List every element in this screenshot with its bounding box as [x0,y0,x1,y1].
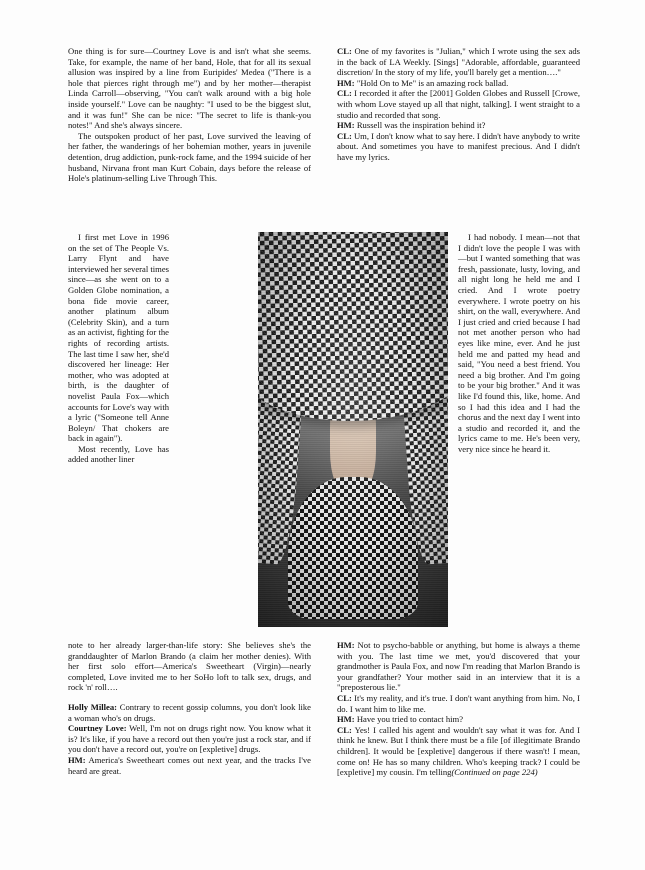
speaker-label: HM: [337,77,355,88]
article-photo [258,232,448,627]
interview-exchange [337,88,580,120]
speaker-text: Have you tried to contact him? [354,714,464,725]
interview-exchange [337,640,580,693]
right-wrap-column [458,232,580,454]
photo-houndstooth-canopy [258,232,448,425]
interview-exchange [337,78,580,89]
interview-exchange [337,131,580,163]
paragraph: I had nobody. I mean—not that I didn't love the people I was with—but I wanted something that was fresh, passionate, lusty, loving, and all night long he held me and I cried. And I wrote poetry everywhere. I wrote poetry on his shirt, on the wall, everywhere. And I just cried and cried because I had not met another person who had eyes like mine, ever. And he just held me and patted my head and said, "You need a best friend. You need a big brother. And I'm going to be your big brother." And it was like I'd found this, like, home. And so I had this idea and I had the chorus and the next day I went into a studio and recorded it, and the lyrics came to me. He's been very, very nice since he heard it. [458,232,580,454]
paragraph: Most recently, Love has added another liner [68,443,169,465]
top-columns [68,46,580,232]
interview-exchange [68,755,311,776]
left-column-bottom [68,640,311,776]
speaker-text: It's my reality, and it's true. I don't want anything from him. No, I do. I want him to like me. [337,692,580,714]
speaker-text: Yes! I called his agent and wouldn't say what it was for. And I think he knew. But I think there must be a file [of illegitimate Brando children]. It would be [expletive] dangerous if there wasn't! I mean, come on! He has so many children. Who's keeping track? I could be [expletive] my cousin. I'm telling [337,724,580,778]
speaker-text: Well, I'm not on drugs right now. You know what it is? It's like, if you have a record out then you're just a rock star, and if you don't have a record out, you're on [expletive] drugs. [68,723,312,755]
right-column-top [337,46,580,163]
speaker-label: CL: [337,88,352,99]
speaker-text: "Hold On to Me" is an amazing rock ballad. [354,77,509,88]
photo-image [258,232,448,627]
speaker-label: CL: [337,692,352,703]
page-content [68,46,580,846]
speaker-label: HM: [337,714,355,725]
paragraph: I first met Love in 1996 on the set of The People Vs. Larry Flynt and have interviewed her several times since—as she went on to a Golden Globe nomination, a bona fide movie career, another platinum album (Celebrity Skin), and a turn as an activist, fighting for the rights of recording artists. The last time I saw her, she'd discovered her lineage: Her mother, who was adopted at birth, is the daughter of novelist Paula Fox—which accounts for Love's way with a lyric ("Someone tell Anne Boleyn/ That chokers are back in again"). [68,232,169,444]
speaker-text: Um, I don't know what to say here. I didn't have anybody to write about. And sometimes you have to manifest precious. And I didn't have my lyrics. [337,130,580,162]
interview-exchange [337,714,580,725]
right-column-bottom [337,640,580,778]
speaker-text: America's Sweetheart comes out next year, and the tracks I've heard are great. [68,754,311,776]
paragraph: note to her already larger-than-life story: She believes she's the granddaughter of Marlon Brando (a claim her mother denies). With her first solo effort—America's Sweetheart (Virgin)—nearly completed, Love invited me to her SoHo loft to talk sex, drugs, and rock 'n' roll…. [68,640,311,693]
speaker-text: One of my favorites is "Julian," which I wrote using the sex ads in the back of LA Weekly. [Sings] "Adorable, affordable, guaranteed discretion/ In the story of my life, you'll barely get a mention…." [337,46,580,78]
interview-exchange [337,725,580,778]
speaker-label: Courtney Love: [68,723,127,734]
speaker-label: HM: [337,120,355,131]
speaker-label: HM: [68,754,86,765]
paragraph: One thing is for sure—Courtney Love is and isn't what she seems. Take, for example, the name of her band, Hole, that for all its sexual allusion was inspired by a line from Euripides' Medea ("There is a hole that pierces right through me") and by her mother—therapist Linda Carroll—observing, "You can't walk around with a big hole inside yourself." Love can be naughty: "I used to be the biggest slut, and it was fun!" She can be nice: "The secret to life is thank-you notes!" And she's always sincere. [68,46,311,131]
speaker-label: Holly Millea: [68,701,118,712]
interview-exchange [337,120,580,131]
speaker-text: Not to psycho-babble or anything, but home is always a theme with you. The last time we met, you'd discovered that your grandmother is Paula Fox, and now I'm reading that Marlon Brando is your grandfather? Your mother said in an interview that it is a "preposterous lie." [337,640,580,693]
continued-note: (Continued on page 224) [451,767,538,778]
speaker-label: CL: [337,46,352,56]
interview-exchange [68,702,311,723]
left-column-top [68,46,311,184]
interview-exchange [68,723,311,755]
speaker-text: Russell was the inspiration behind it? [354,120,486,131]
speaker-text: Contrary to recent gossip columns, you don't look like a woman who's on drugs. [68,701,311,723]
photo-skirt [288,477,417,619]
spacer [68,693,311,702]
left-wrap-column [68,232,169,465]
speaker-label: HM: [337,640,355,650]
speaker-text: I recorded it after the [2001] Golden Globes and Russell [Crowe, with whom Love stayed up all that night, talking]. I went straight to a studio and recorded that song. [337,88,580,120]
interview-exchange [337,46,580,78]
speaker-label: CL: [337,724,352,735]
paragraph: The outspoken product of her past, Love survived the leaving of her father, the wanderings of her bohemian mother, years in juvenile detention, drug addiction, punk-rock fame, and the 1994 suicide of her husband, Nirvana front man Kurt Cobain, days before the release of Hole's platinum-selling Live Through This. [68,130,311,184]
interview-exchange [337,693,580,714]
speaker-label: CL: [337,130,352,141]
